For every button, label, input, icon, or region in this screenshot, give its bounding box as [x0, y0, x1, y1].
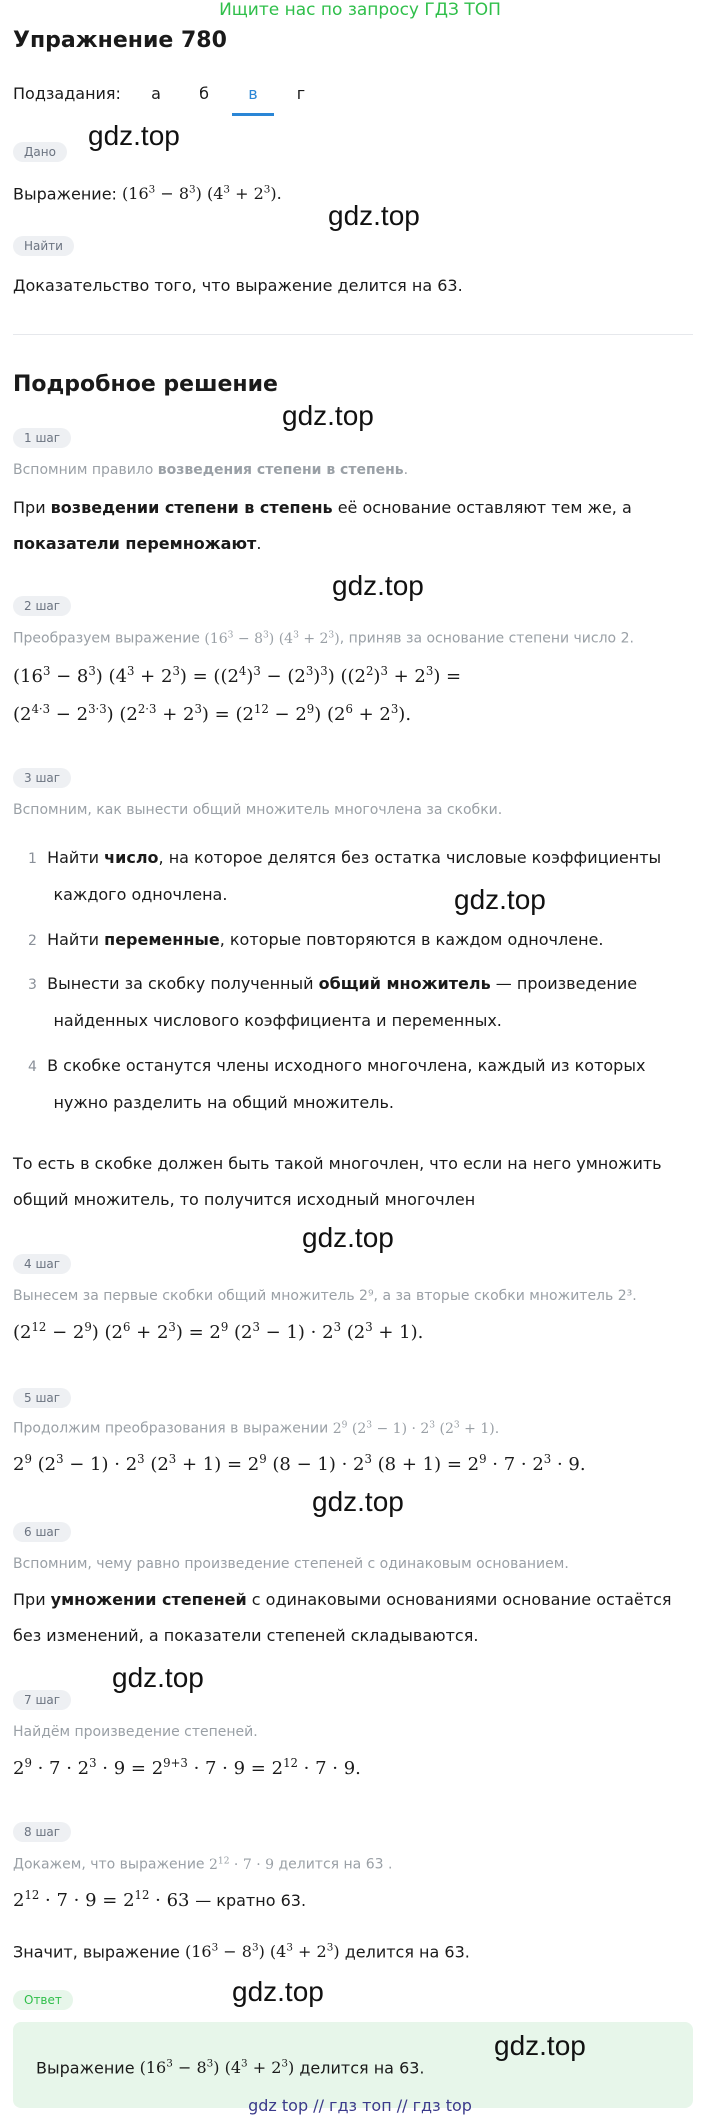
- step-7-tag: 7 шаг: [13, 1690, 71, 1710]
- watermark: gdz.top: [312, 1486, 404, 1517]
- step-6-tag: 6 шаг: [13, 1522, 71, 1542]
- step-8-tag: 8 шаг: [13, 1822, 71, 1842]
- watermark: gdz.top: [494, 2030, 586, 2061]
- step-7-math: $2^9 \cdot 7 \cdot 2^3 \cdot 9 = 2^{9+3} \cdot 7 \cdot 9 = 2^{12} \cdot 7 \cdot 9$.: [13, 1756, 361, 1779]
- answer-text: Выражение $(16^3 - 8^3) (4^3 + 2^3)$ делится на 63.: [36, 2058, 425, 2078]
- watermark: gdz.top: [232, 1976, 324, 2007]
- top-banner[interactable]: Ищите нас по запросу ГДЗ ТОП: [219, 0, 501, 20]
- list-item: 3 Вынести за скобку полученный общий множитель — произведение найденных числового коэффициента и переменных.: [28, 974, 638, 1030]
- step-1-text: При возведении степени в степень её основание оставляют тем же, а показатели перемножают.: [13, 498, 632, 553]
- step-5-math: $2^9$ $(2^3 - 1) \cdot 2^3$ $(2^3 + 1) = 2^9$ $(8 - 1) \cdot 2^3$ $(8 + 1) = 2^9 \cdot 7 \cdot 2^3 \cdot 9$.: [13, 1452, 586, 1475]
- answer-tag: Ответ: [13, 1990, 73, 2010]
- watermark: gdz.top: [302, 1222, 394, 1253]
- divider: [13, 334, 693, 335]
- step-3-tag: 3 шаг: [13, 768, 71, 788]
- footer-links[interactable]: gdz top // гдз топ // гдз top: [248, 2096, 472, 2115]
- step-1-hint: Вспомним правило возведения степени в степень.: [13, 462, 409, 478]
- step-8-hint: Докажем, что выражение $2^{12} \cdot 7 \cdot 9$ делится на 63 .: [13, 1856, 393, 1873]
- find-text: Доказательство того, что выражение делится на 63.: [13, 276, 463, 295]
- find-tag: Найти: [13, 236, 74, 256]
- step-6-hint: Вспомним, чему равно произведение степеней с одинаковым основанием.: [13, 1556, 569, 1572]
- solution-title: Подробное решение: [13, 372, 278, 397]
- tab-v[interactable]: в: [248, 84, 258, 103]
- tab-a[interactable]: а: [151, 84, 161, 103]
- watermark: gdz.top: [328, 200, 420, 231]
- list-item: 4 В скобке останутся члены исходного многочлена, каждый из которых нужно разделить на общий множитель.: [28, 1056, 646, 1112]
- step-2-math-1: $(16^3 - 8^3) (4^3 + 2^3) = ((2^4)^3 - (2^3)^3) ((2^2)^3 + 2^3)$ =: [13, 664, 462, 687]
- step-4-hint: Вынесем за первые скобки общий множитель 2⁹, а за вторые скобки множитель 2³.: [13, 1288, 637, 1304]
- tab-b[interactable]: б: [199, 84, 209, 103]
- subtasks-label: Подзадания:: [13, 84, 121, 103]
- step-5-hint: Продолжим преобразования в выражении $2^9$ $(2^3 - 1) \cdot 2^3$ $(2^3 + 1)$.: [13, 1420, 500, 1437]
- step-5-tag: 5 шаг: [13, 1388, 71, 1408]
- step-4-math: $(2^{12} - 2^9) (2^6 + 2^3) = 2^9$ $(2^3 - 1) \cdot 2^3$ $(2^3 + 1)$.: [13, 1320, 424, 1343]
- list-item: 2 Найти переменные, которые повторяются в каждом одночлене.: [28, 930, 604, 949]
- watermark: gdz.top: [112, 1662, 204, 1693]
- step-1-tag: 1 шаг: [13, 428, 71, 448]
- step-3-hint: Вспомним, как вынести общий множитель многочлена за скобки.: [13, 802, 503, 818]
- watermark: gdz.top: [454, 884, 546, 915]
- watermark: gdz.top: [88, 120, 180, 151]
- watermark: gdz.top: [282, 400, 374, 431]
- step-4-tag: 4 шаг: [13, 1254, 71, 1274]
- step-8-math: $2^{12} \cdot 7 \cdot 9 = 2^{12} \cdot 63$ — кратно 63.: [13, 1888, 307, 1911]
- given-text: Выражение: $(16^3 - 8^3) (4^3 + 2^3)$.: [13, 184, 282, 204]
- step-2-math-2: $(2^{4\cdot 3} - 2^{3\cdot 3}) (2^{2\cdot 3} + 2^3) = (2^{12} - 2^9) (2^6 + 2^3)$.: [13, 702, 412, 725]
- explanation: То есть в скобке должен быть такой многочлен, что если на него умножить общий множитель, то получится исходный многочлен: [13, 1154, 662, 1209]
- step-6-text: При умножении степеней с одинаковыми основаниями основание остаётся без изменений, а показатели степеней складываются.: [13, 1590, 672, 1645]
- step-7-hint: Найдём произведение степеней.: [13, 1724, 258, 1740]
- step-2-hint: Преобразуем выражение $(16^3 - 8^3) (4^3 + 2^3)$, приняв за основание степени число 2.: [13, 630, 634, 647]
- given-tag: Дано: [13, 142, 67, 162]
- step-2-tag: 2 шаг: [13, 596, 71, 616]
- step-8-conclusion: Значит, выражение $(16^3 - 8^3) (4^3 + 2^3)$ делится на 63.: [13, 1942, 470, 1962]
- list-item: 1 Найти число, на которое делятся без остатка числовые коэффициенты каждого одночлена.: [28, 848, 662, 904]
- watermark: gdz.top: [332, 570, 424, 601]
- page-title: Упражнение 780: [13, 28, 227, 53]
- tab-g[interactable]: г: [296, 84, 306, 103]
- active-tab-indicator: [232, 113, 274, 116]
